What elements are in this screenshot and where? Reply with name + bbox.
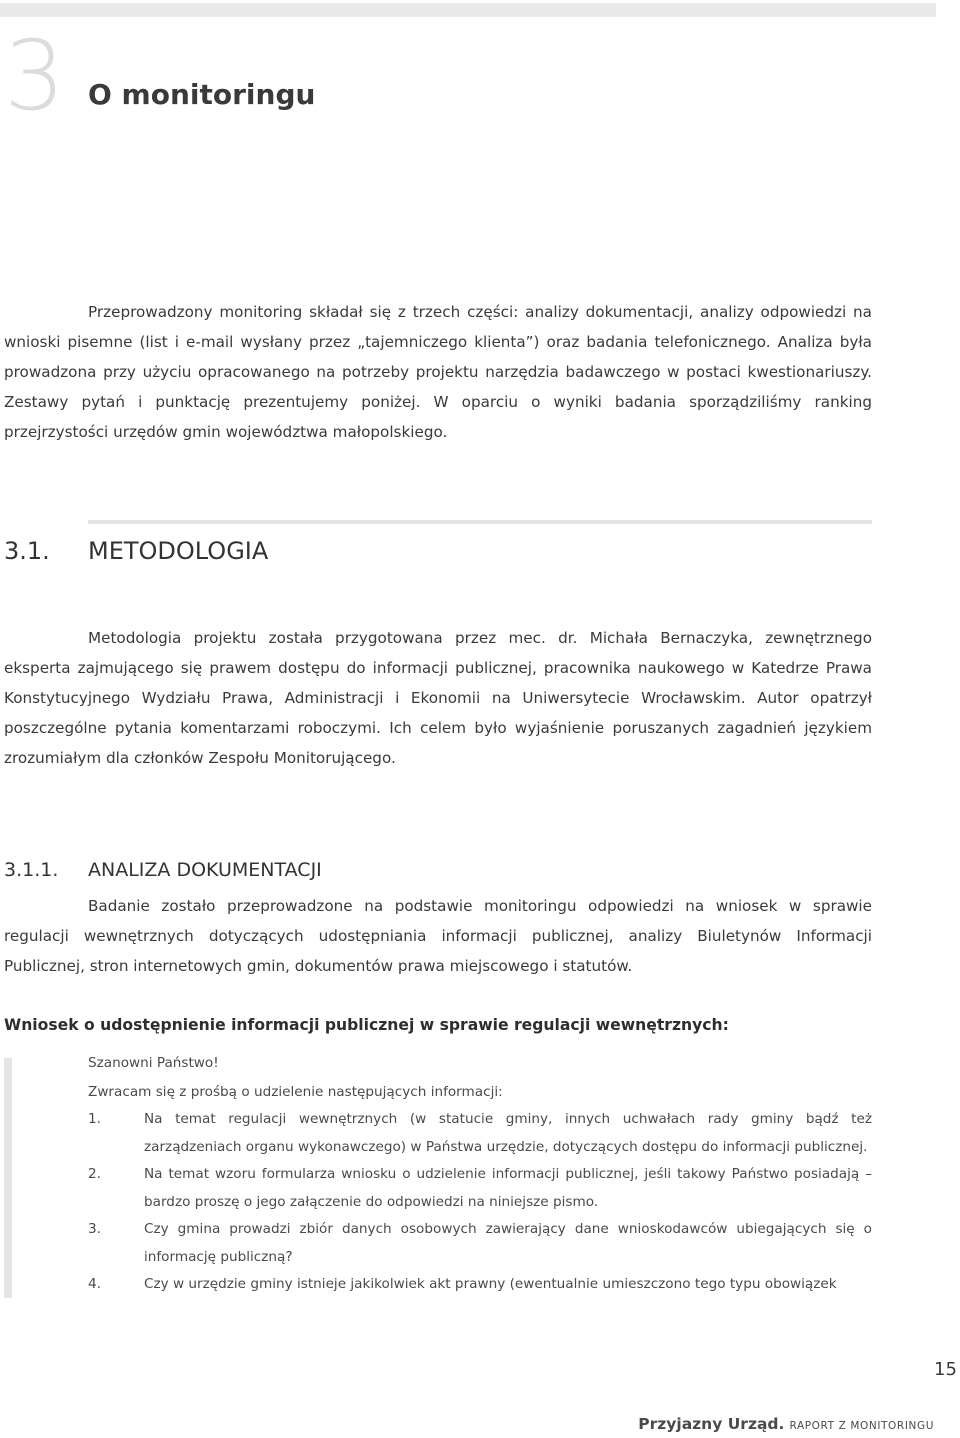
list-item-text: Na temat regulacji wewnętrznych (w statucie gminy, innych uchwałach rady gminy bądź też zarządzeniach organu wykonawczego) w Państwa urzędzie, dotyczących dostępu do informacji publicznej.: [144, 1111, 872, 1155]
list-item-text: Czy w urzędzie gminy istnieje jakikolwiek akt prawny (ewentualnie umieszczono tego typu obowiązek: [144, 1276, 837, 1292]
list-item-number: 2.: [88, 1166, 101, 1182]
list-item: [88, 1271, 872, 1299]
list-item-text: Na temat wzoru formularza wniosku o udzielenie informacji publicznej, jeśli takowy Państwo posiadają – bardzo proszę o jego załączenie do odpowiedzi na niniejsze pismo.: [144, 1166, 872, 1210]
section-title: METODOLOGIA: [88, 537, 269, 565]
footer-subtitle: RAPORT Z MONITORINGU: [789, 1420, 934, 1432]
request-list: [88, 1106, 872, 1299]
letter-quote-bar: [4, 1058, 12, 1298]
subsection-number: 3.1.1.: [4, 859, 59, 881]
section-divider: [88, 520, 872, 524]
list-item-number: 3.: [88, 1221, 101, 1237]
list-item-number: 1.: [88, 1111, 101, 1127]
footer-brand: Przyjazny Urząd.: [638, 1415, 785, 1433]
methodology-paragraph: Metodologia projektu została przygotowana przez mec. dr. Michała Bernaczyka, zewnętrznego eksperta zajmującego się prawem dostępu do informacji publicznej, pracownika naukowego w Katedrze Prawa Konstytucyjnego Wydziału Prawa, Administracji i Ekonomii na Uniwersytecie Wrocławskim. Autor opatrzył poszczególne pytania komentarzami roboczymi. Ich celem było wyjaśnienie poruszanych zagadnień językiem zrozumiałym dla członków Zespołu Monitorującego.: [4, 629, 872, 767]
list-item: [88, 1216, 872, 1271]
section-heading: [4, 534, 268, 568]
chapter-title: O monitoringu: [88, 78, 316, 111]
request-heading: Wniosek o udostępnienie informacji publicznej w sprawie regulacji wewnętrznych:: [4, 1016, 729, 1034]
document-analysis-paragraph: Badanie zostało przeprowadzone na podstawie monitoringu odpowiedzi na wniosek w sprawie regulacji wewnętrznych dotyczących udostępniania informacji publicznej, analizy Biuletynów Informacji Publicznej, stron internetowych gmin, dokumentów prawa miejscowego i statutów.: [4, 897, 872, 975]
list-item: [88, 1161, 872, 1216]
intro-paragraph: Przeprowadzony monitoring składał się z trzech części: analizy dokumentacji, analizy odpowiedzi na wnioski pisemne (list i e-mail wysłany przez „tajemniczego klienta”) oraz badania telefonicznego. Analiza była prowadzona przy użyciu opracowanego na potrzeby projektu narzędzia badawczego w postaci kwestionariuszy. Zestawy pytań i punktację prezentujemy poniżej. W oparciu o wyniki badania sporządziliśmy ranking przejrzystości urzędów gmin województwa małopolskiego.: [4, 303, 872, 441]
list-item-number: 4.: [88, 1276, 101, 1292]
letter-greeting: Szanowni Państwo!: [88, 1055, 219, 1071]
top-decorative-bar: [0, 3, 936, 17]
letter-intro: Zwracam się z prośbą o udzielenie następujących informacji:: [88, 1084, 503, 1100]
section-number: 3.1.: [4, 537, 50, 565]
subsection-title: ANALIZA DOKUMENTACJI: [88, 859, 322, 881]
footer-branding: [638, 1412, 934, 1438]
subsection-heading: [4, 856, 322, 884]
page-number: 15: [934, 1359, 957, 1380]
list-item: [88, 1106, 872, 1161]
list-item-text: Czy gmina prowadzi zbiór danych osobowych zawierający dane wnioskodawców ubiegających się o informację publiczną?: [144, 1221, 872, 1265]
chapter-number: 3: [4, 20, 66, 132]
